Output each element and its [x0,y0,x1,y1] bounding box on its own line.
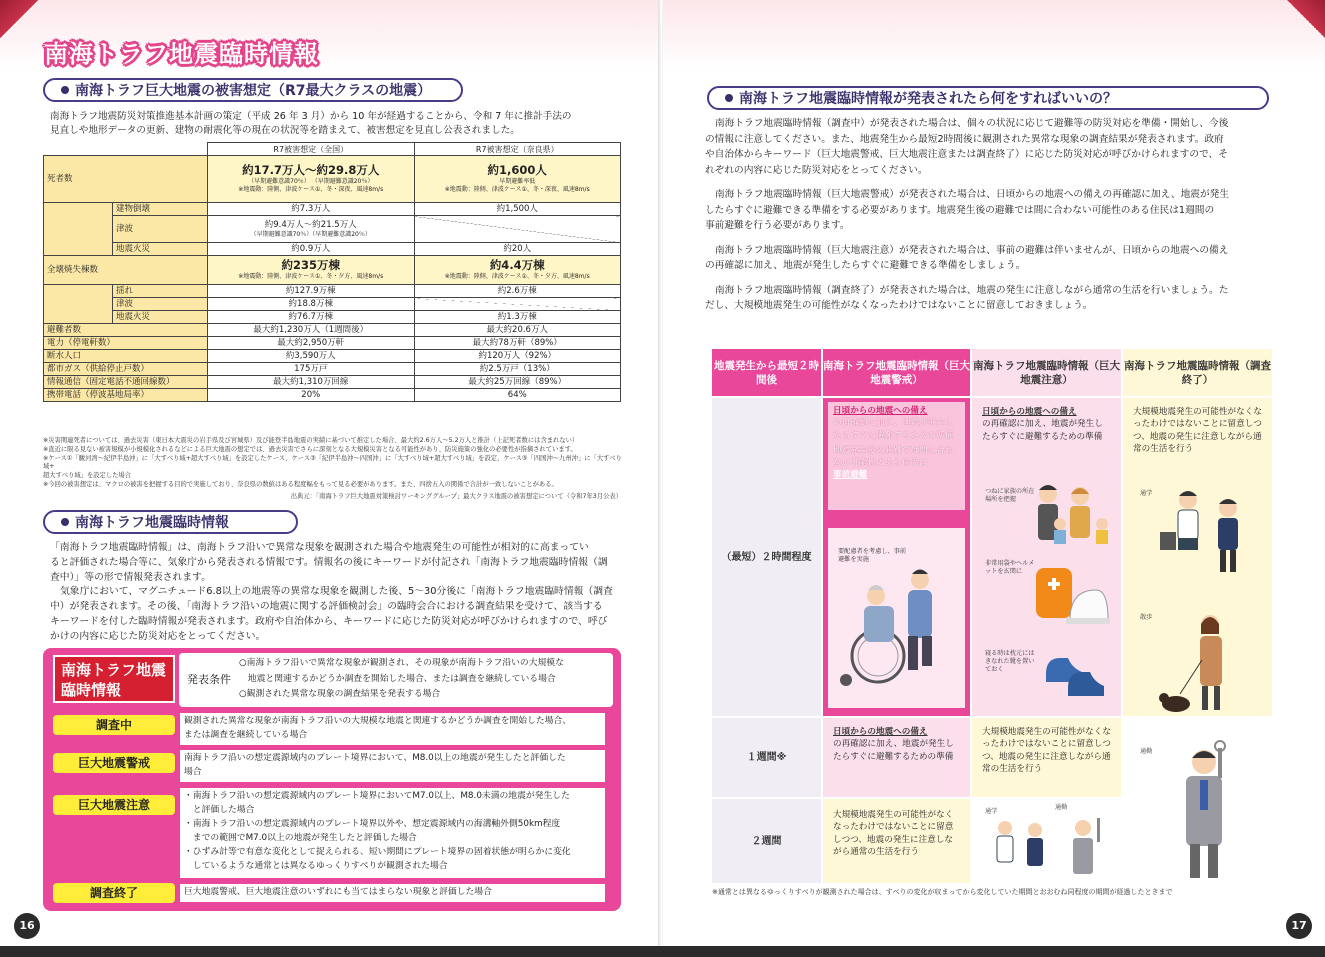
corner-decoration [1287,0,1325,38]
corner-decoration [0,0,38,38]
value: 約235万棟 [281,257,340,272]
section-heading-info [43,510,298,534]
cell [208,216,415,243]
intro-line: 南海トラフ地震防災対策推進基本計画の策定（平成 26 年 3 月）から 10 年が経過することから、令和 7 年に推計手法の [50,111,572,122]
keyword-shuryo-desc: 巨大地震警戒、巨大地震注意のいずれにも当てはまらない現象と評価した場合 [180,884,605,902]
keikai-prep-box [828,402,965,510]
commuter-icon [1168,740,1248,880]
table-notes [43,437,623,490]
row-label-power: 電力（停電軒数） [44,337,208,350]
emph-text: 日頃からの地震への備え [833,727,928,737]
commute-small-icon [985,818,1115,878]
row-label-fire: 地震火災 [113,243,208,256]
cell: 約2.5万戸（13%） [414,363,621,376]
desc-text: の再確認に加え、地震が発生したらすぐに避難するための準備 [833,739,954,762]
row-label-comm: 情報通信（固定電話不通回線数） [44,376,208,389]
cell-keikai-2w [823,799,970,883]
cell: 約127.9万棟 [208,285,415,298]
note-line: 超大すべり域」を設定した場合 [43,472,132,480]
illustration-caption: 通学 [985,808,998,815]
row-label-mobile: 携帯電話（停波基地局率） [44,389,208,402]
cell: 20% [208,389,415,402]
bullet-icon [61,518,69,526]
row-label-tsunami: 津波 [113,216,208,243]
cell: 約120万人（92%） [414,350,621,363]
cell: 約76.7万棟 [208,311,415,324]
illustration-caption: 通学 [1140,490,1153,497]
condition-line: ○南海トラフ沿いで異常な現象が観測され、その現象が南海トラフ沿いの大規模な [239,658,564,668]
desc-text: の再確認に加え、地震が発生したらすぐに避難するための準備 [833,418,954,441]
cell: 最大約1,230万人（1週間後） [208,324,415,337]
cell: 約1.3万棟 [414,311,621,324]
cell: 最大約1,310万回線 [208,376,415,389]
col-header-national: R7被害想定（全国） [208,143,415,156]
illustration-caption: 通勤 [1055,804,1068,811]
desc-text: 大規模地震発生の可能性がなくなったわけではないことに留意しつつ、地震の発生に注意しながら通常の生活を行う [833,810,954,857]
desc-line: ・ひずみ計等で有意な変化として捉えられる、短い期間にプレート境界の固着状態が明らかに変化 [184,847,571,857]
intro-paragraph [50,110,625,138]
header-time: 地震発生から最短２時間後 [712,349,821,396]
row-label-gas: 都市ガス（供給停止戸数） [44,363,208,376]
emph-text: 事前避難 [833,470,868,481]
desc-line: ・南海トラフ沿いの想定震源域内のプレート境界においてM7.0以上、M8.0未満の地震が発生した [184,791,570,801]
header-shuryo: 南海トラフ地震臨時情報（調査終了） [1123,349,1272,396]
condition-line: ○観測された異常な現象の調査結果を発表する場合 [239,689,441,699]
para-line: キーワードを付した臨時情報が発表されます。政府や自治体から、キーワードに応じた防災対応が呼びかけられますので、呼び [50,615,608,627]
cell: 64% [414,389,621,402]
illustration-caption: 通勤 [1140,748,1153,755]
cell: 約3,590万人 [208,350,415,363]
cell: 約0.9万人 [208,243,415,256]
para-line: 南海トラフ地震臨時情報（巨大地震警戒）が発表された場合は、日頃からの地震への備えの再確認に加え、地震が発生 [715,189,1230,200]
para-line: 「南海トラフ地震臨時情報」は、南海トラフ沿いで異常な現象を観測された場合や地震発生の可能性が相対的に高まってい [50,542,589,553]
keyword-keikai-desc [180,750,605,782]
desc-text: 大規模地震発生の可能性がなくなったわけではないことに留意しつつ、地震の発生に注意しながら通常の生活を行う [1133,407,1262,454]
guidance-paragraphs [705,116,1285,314]
family-illustration-icon [1028,480,1118,550]
cell: 最大約2,950万軒 [208,337,415,350]
value: 約9.4万人～約21.5万人 [264,219,357,230]
note-line: ※ケース①「駿河湾～紀伊半島沖」に「大すべり域+超大すべり域」を設定したケース、ケース③「紀伊半島沖～四国沖」に「大すべり域+超大すべり域」を設定、ケース⑤「四国沖～九州沖」に「大すべり域+ [43,454,622,471]
cell: 約20人 [414,243,621,256]
collapse-nara [414,256,621,285]
para-line: 南海トラフ地震臨時情報（調査中）が発表された場合は、個々の状況に応じて避難等の防災対応を準備・開始し、今後 [715,118,1229,129]
illustration-caption: 寝る時は枕元にはきなれた靴を置いておく [985,650,1035,673]
cell: 175万戸 [208,363,415,376]
illustration-caption: 非常用袋やヘルメットを玄関に [985,560,1035,575]
note: （早期避難意識70％）（早期避難意識20％） [250,230,371,238]
damage-table [43,142,621,402]
para-line: だし、大規模地震発生の可能性がなくなったわけではないことに留意しておきましょう。 [705,300,1093,311]
page-number-left: 16 [14,913,40,939]
row-label-water: 断水人口 [44,350,208,363]
section-heading-text: 南海トラフ巨大地震の被害想定（R7最大クラスの地震） [75,83,432,99]
header-chui: 南海トラフ地震臨時情報（巨大地震注意） [972,349,1121,396]
walking-dog-icon [1158,610,1248,720]
illustration-caption: 散歩 [1140,614,1153,621]
para-line: 中）が発表されます。その後、「南海トラフ沿いの地震に関する評価検討会」の臨時会合における調査結果を受けて、該当する [50,601,603,613]
row-label-collapse: 全壊焼失棟数 [44,256,208,285]
para-line: かけの内容に応じた防災対応をとってください。 [50,630,266,642]
section-heading-text: 南海トラフ地震臨時情報が発表されたら何をすればいいの？ [739,91,1117,107]
cell: 約1,500人 [414,203,621,216]
desc-line: ・南海トラフ沿いの想定震源域内のプレート境界以外や、想定震源域内の海溝軸外側50km程度 [184,819,561,829]
value: 約1,600人 [487,162,547,177]
row-2hours: （最短）２時間程度 [712,398,821,716]
note-line: ※今回の被害想定は、マクロの被害を把握する目的で実施しており、奈良県の数値はある程度幅をもって見る必要があります。また、四捨五入の関係で合計が一致しないことがある。 [43,480,558,488]
paragraph [705,283,1285,314]
deaths-national [208,156,415,203]
keyword-shuryo: 調査終了 [53,883,175,903]
note: ※地震動：陸側、津波ケース①、冬・夕方、風速8m/s [444,272,590,280]
desc-line: 南海トラフ沿いの想定震源域内のプレート境界において、M8.0以上の地震が発生したと評価した [184,753,566,763]
para-line: 査中）」等の形で情報発表されます。 [50,571,211,583]
para-line: れぞれの内容に応じた防災対応をとってください。 [705,164,928,176]
row-1week: １週間※ [712,718,821,797]
bullet-icon [725,94,733,102]
desc-text: 大規模地震発生の可能性がなくなったわけではないことに留意しつつ、地震の発生に注意しながら通常の生活を行う [982,727,1111,774]
condition-line: 地震と関連するかどうか調査を開始した場合、または調査を継続している場合 [239,673,556,684]
table-footnote: ※通常とは異なるゆっくりすべりが観測された場合は、すべりの変化が収まってから変化していた期間とおおむね同程度の期間が経過したときまで [712,888,1173,896]
emph-text: 日頃からの地震への備え [833,406,928,416]
condition-label: 発表条件 [187,673,231,686]
cell: 約18.8万棟 [208,298,415,311]
header-keikai: 南海トラフ地震臨時情報（巨大地震警戒） [823,349,970,396]
collapse-national [208,256,415,285]
desc-line: と評価した場合 [184,805,255,815]
row-2weeks: ２週間 [712,799,821,883]
evacuation-illustration-box [828,528,965,708]
cell: 約2.6万棟 [414,285,621,298]
para-line: や自治体からキーワード（巨大地震警戒、巨大地震注意または調査終了）に応じた防災対応が呼びかけられますので、そ [705,149,1228,160]
cell-keikai-1w [823,718,970,797]
keyword-box-title: 南海トラフ地震臨時情報 [53,655,175,703]
deaths-nara [414,156,621,203]
section-heading-damage [43,78,463,102]
row-label-tsunami2: 津波 [113,298,208,311]
para-line: 南海トラフ地震臨時情報（調査終了）が発表された場合は、地震の発生に注意しながら通常の生活を行いましょう。た [715,284,1229,296]
keyword-keikai: 巨大地震警戒 [53,753,175,773]
viewer-bottom-bar [0,946,1325,957]
desc-text: の再確認に加え、地震が発生したらすぐに避難するための準備 [982,419,1103,442]
emergency-bag-helmet-icon [1030,560,1110,630]
page-number-right: 17 [1286,913,1312,939]
intro-line: 見直しや地形データの更新、建物の耐震化等の現在の状況等を踏まえて、被害想定を見直し公表されました。 [50,125,520,136]
para-line: したらすぐに避難できる準備をする必要があります。地震発生後の避難では間に合わない可能性のある住民は1週間の [705,204,1215,216]
note-line: ※直近に限る見ない被害規模が小規模化されるなどによる巨大地震の想定では、過去災害でさらに深刻となる大規模災害となる可能性があり、防災施策の強化の必要性が指摘されています。 [43,445,577,453]
illustration-caption: 要配慮者を考慮し、事前避難を実施 [838,548,907,563]
note: ※地震動：陸側、津波ケース①、冬・深夜、風速8m/s [444,185,590,193]
cell: 最大約78万軒（89%） [414,337,621,350]
value: 約4.4万棟 [489,257,545,272]
note: ※地震動：陸側、津波ケース①、冬・夕方、風速8m/s [238,272,384,280]
desc-line: しているような通常とは異なるゆっくりすべりが観測された場合 [184,861,448,871]
cell-empty [414,216,621,243]
note: 早期避難率低 [499,177,536,185]
desc-line: または調査を継続している場合 [184,730,308,740]
desc-line: 観測された異常な現象が南海トラフ沿いの大規模な地震と関連するかどうか調査を開始した場合、 [184,716,572,726]
desc-line: までの範囲でM7.0以上の地震が発生したと評価した場合 [184,833,417,843]
value: 約17.7万人～約29.8万人 [242,162,380,177]
wheelchair-illustration-icon [828,528,965,708]
commute-students-icon [1150,488,1260,578]
keyword-chousa-desc [180,713,605,745]
source-credit: 出典元：「南海トラフ巨大地震対策検討ワーキンググループ」最大クラス地震の被害想定について（令和7年3月公表） [290,493,622,500]
row-label-building: 建物倒壊 [113,203,208,216]
cell: 最大約25万回線（89%） [414,376,621,389]
para-line: 事前避難を行う必要があります。 [705,220,850,231]
page-title: 南海トラフ地震臨時情報 [44,40,319,68]
cell: 最大約20.6万人 [414,324,621,337]
keyword-chousa: 調査中 [53,715,175,735]
para-line: の情報に注意してください。また、地震発生から最短2時間後に観測された異常な現象の調査結果が発表されます。政府 [705,133,1224,145]
row-label-shake: 揺れ [113,285,208,298]
row-label-evac: 避難者数 [44,324,208,337]
cell-empty [414,298,621,311]
para-line: 南海トラフ地震臨時情報（巨大地震注意）が発表された場合は、事前の避難は伴いませんが、日頃からの地震への備え [715,244,1229,256]
section-heading-text: 南海トラフ地震臨時情報 [75,515,229,531]
emph-text: 日頃からの地震への備え [982,407,1077,417]
row-label-fire2: 地震火災 [113,311,208,324]
keyword-chui: 巨大地震注意 [53,795,175,815]
illustration-caption: つねに家族の所在場所を把握 [985,488,1035,503]
note: ※地震動：陸側、津波ケース①、冬・深夜、風速8m/s [238,185,384,193]
shoes-illustration-icon [1042,648,1112,698]
row-label-deaths: 死者数 [44,156,208,203]
paragraph [705,116,1285,178]
para-line: ると評価された場合等に、気象庁から発表される情報です。情報名の後にキーワードが付記され「南海トラフ地震臨時情報（調 [50,556,608,568]
condition-box [179,653,613,707]
note-line: ※災害関連死者については、過去災害（東日本大震災の岩手県及び宮城県）及び能登半島地震の実績に基づいて推定した場合、最大約2.6万人～5.2万人と推計（上記死者数には含まれない） [43,437,579,444]
col-header-nara: R7被害想定（奈良県） [414,143,621,156]
note: （早期避難意識70％） （早期避難意識20％） [248,177,374,185]
paragraph [705,243,1285,274]
cell-chui-1w [972,718,1121,797]
bullet-icon [61,86,69,94]
para-line: の再確認に加え、地震が発生したらすぐに避難できる準備をしましょう。 [705,260,1026,271]
cell: 約7.3万人 [208,203,415,216]
desc-line: 場合 [184,767,202,777]
keyword-chui-desc [180,788,605,878]
paragraph [705,187,1285,234]
desc-text: 地震発生後の避難では間に合わない可能性のある住民は [833,445,954,469]
para-line: 気象庁において、マグニチュード6.8以上の地震等の異常な現象を観測した後、5～30分後に「南海トラフ地震臨時情報（調査 [60,586,613,598]
condition-lines [239,656,609,703]
section-heading-what-to-do [707,86,1269,110]
info-paragraph [50,541,625,645]
